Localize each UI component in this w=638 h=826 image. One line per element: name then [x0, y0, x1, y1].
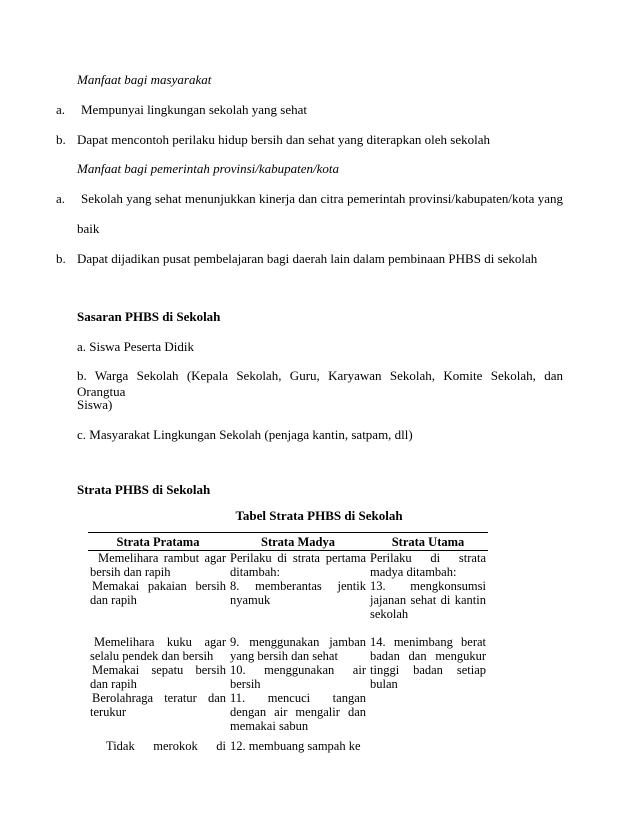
table-caption: Tabel Strata PHBS di Sekolah: [235, 508, 403, 523]
column-header-pratama: Strata Pratama: [116, 535, 200, 549]
list-item: a. Siswa Peserta Didik: [77, 339, 194, 354]
table-cell: Tidak merokok di: [106, 739, 226, 753]
table-cell: 14. menimbang berat badan dan mengukur tinggi badan setiap bulan: [370, 635, 486, 691]
table-row: [88, 733, 488, 753]
table-cell: 9. menggunakan jamban yang bersih dan sehat: [230, 635, 366, 663]
strata-table: [88, 532, 488, 753]
table-row: [88, 621, 488, 663]
table-cell: Perilaku di strata pertama ditambah:: [230, 551, 366, 579]
list-item: Dapat mencontoh perilaku hidup bersih dan sehat yang diterapkan oleh sekolah: [77, 132, 490, 147]
table-cell: 13. mengkonsumsi jajanan sehat di kantin sekolah: [370, 579, 486, 621]
table-cell: 10. menggunakan air bersih: [230, 663, 366, 691]
table-cell: Memakai pakaian bersih dan rapih: [90, 579, 226, 607]
list-item-continuation: Siswa): [77, 397, 113, 412]
list-marker: b.: [56, 132, 66, 147]
list-marker: a.: [56, 191, 66, 206]
table-cell: Memelihara kuku agar selalu pendek dan bersih: [90, 635, 226, 663]
list-item: b. Warga Sekolah (Kepala Sekolah, Guru, Karyawan Sekolah, Komite Sekolah, dan Orangtua: [77, 368, 563, 399]
heading-manfaat-masyarakat: Manfaat bagi masyarakat: [77, 72, 212, 87]
column-header-utama: Strata Utama: [391, 535, 465, 549]
list-marker: a.: [56, 102, 66, 117]
table-header-row: [88, 533, 488, 551]
heading-strata: Strata PHBS di Sekolah: [77, 482, 211, 497]
table-cell: Berolahraga teratur dan terukur: [90, 691, 226, 719]
list-item: Dapat dijadikan pusat pembelajaran bagi daerah lain dalam pembinaan PHBS di sekolah: [77, 251, 538, 266]
column-header-madya: Strata Madya: [261, 535, 335, 549]
list-item: Sekolah yang sehat menunjukkan kinerja dan citra pemerintah provinsi/kabupaten/kota yang: [81, 191, 563, 206]
table-cell: [368, 733, 488, 753]
table-cell: 11. mencuci tangan dengan air mengalir dan memakai sabun: [230, 691, 366, 733]
list-item: c. Masyarakat Lingkungan Sekolah (penjaga kantin, satpam, dll): [77, 427, 413, 442]
list-item: Mempunyai lingkungan sekolah yang sehat: [81, 102, 308, 117]
table-cell: Memakai sepatu bersih dan rapih: [90, 663, 226, 691]
table-row: [88, 579, 488, 621]
heading-sasaran: Sasaran PHBS di Sekolah: [77, 309, 221, 324]
table-row: [88, 551, 488, 580]
table-cell: Memelihara rambut agar bersih dan rapih: [90, 551, 226, 579]
heading-manfaat-pemerintah: Manfaat bagi pemerintah provinsi/kabupaten/kota: [77, 161, 340, 176]
list-item-continuation: baik: [77, 221, 100, 236]
table-cell: 8. memberantas jentik nyamuk: [230, 579, 366, 607]
table-cell: Perilaku di strata madya ditambah:: [370, 551, 486, 579]
list-marker: b.: [56, 251, 66, 266]
table-cell: 12. membuang sampah ke: [230, 739, 361, 753]
